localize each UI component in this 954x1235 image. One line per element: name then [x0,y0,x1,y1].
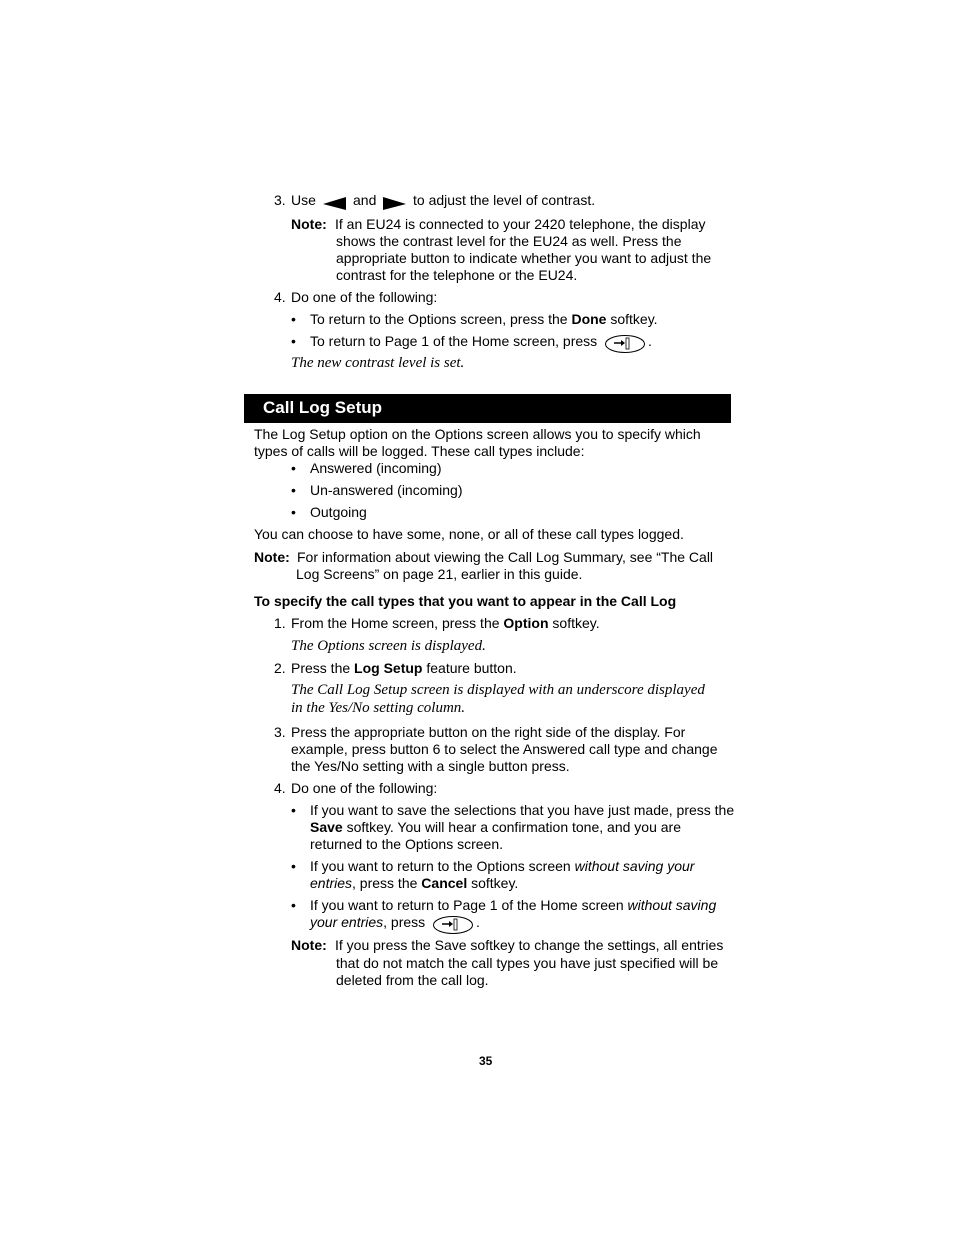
note-label: Note: [291,937,327,953]
note-line: shows the contrast level for the EU24 as well. Press the [336,233,682,249]
call-type-item: Un-answered (incoming) [310,482,463,498]
bullet-text: returned to the Options screen. [310,836,503,852]
step-number: 2. [274,660,286,676]
bullet-text: . [648,333,652,349]
step-text: Press the appropriate button on the right side of the display. For [291,724,686,740]
step-text: and [353,192,377,208]
step-text: Press the Log Setup feature button. [291,660,517,676]
note-line: For information about viewing the Call Log Summary, see “The Call [297,549,714,565]
home-key-icon [432,915,474,935]
paragraph-line: The Log Setup option on the Options screen allows you to specify which [254,426,701,442]
paragraph-line: types of calls will be logged. These call types include: [254,443,585,459]
step-text: example, press button 6 to select the Answered call type and change [291,741,718,757]
note-line: contrast for the telephone or the EU24. [336,267,578,283]
result-text: in the Yes/No setting column. [291,700,466,716]
note-label: Note: [254,549,290,565]
bullet-text: If you want to save the selections that you have just made, press the [310,802,735,818]
result-text: The Options screen is displayed. [291,638,486,654]
bullet: • [291,802,296,818]
left-arrow-icon [323,196,347,210]
bullet-text: Save softkey. You will hear a confirmation tone, and you are [310,819,681,835]
bullet: • [291,858,296,874]
note-label: Note: [291,216,327,232]
bullet-text: your entries, press [310,914,426,930]
section-title: Call Log Setup [263,398,382,417]
bullet-text: . [476,914,480,930]
home-key-icon [604,334,646,354]
step-text: From the Home screen, press the Option softkey. [291,615,600,631]
step-text: Use [291,192,316,208]
procedure-heading: To specify the call types that you want to appear in the Call Log [254,593,677,609]
step-text: the Yes/No setting with a single button press. [291,758,570,774]
bullet: • [291,460,296,476]
note-line: If an EU24 is connected to your 2420 telephone, the display [335,216,706,232]
step-number: 1. [274,615,286,631]
note-line: Log Screens” on page 21, earlier in this guide. [296,566,583,582]
bullet-text: To return to the Options screen, press the Done softkey. [310,311,658,327]
bullet-text: entries, press the Cancel softkey. [310,875,519,891]
section-heading-bar [244,394,731,423]
bullet: • [291,504,296,520]
paragraph-line: You can choose to have some, none, or all of these call types logged. [254,526,684,542]
page-number: 35 [479,1054,493,1068]
call-type-item: Outgoing [310,504,367,520]
step-number: 3. [274,724,286,740]
bullet: • [291,482,296,498]
result-text: The Call Log Setup screen is displayed with an underscore displayed [291,682,705,698]
note-line: deleted from the call log. [336,972,489,988]
note-line: that do not match the call types you have just specified will be [336,955,719,971]
note-line: appropriate button to indicate whether you want to adjust the [336,250,712,266]
step-text: Do one of the following: [291,780,438,796]
bullet-text: To return to Page 1 of the Home screen, press [310,333,598,349]
call-type-item: Answered (incoming) [310,460,442,476]
right-arrow-icon [383,196,407,210]
bullet: • [291,897,296,913]
bullet-text: If you want to return to Page 1 of the Home screen without saving [310,897,717,913]
bullet: • [291,333,296,349]
bullet-text: If you want to return to the Options screen without saving your [310,858,695,874]
step-text: to adjust the level of contrast. [413,192,596,208]
result-text: The new contrast level is set. [291,355,465,371]
step-number: 4. [274,780,286,796]
note-line: If you press the Save softkey to change the settings, all entries [335,937,724,953]
bullet: • [291,311,296,327]
step-number: 3. [274,192,286,208]
step-text: Do one of the following: [291,289,438,305]
step-number: 4. [274,289,286,305]
